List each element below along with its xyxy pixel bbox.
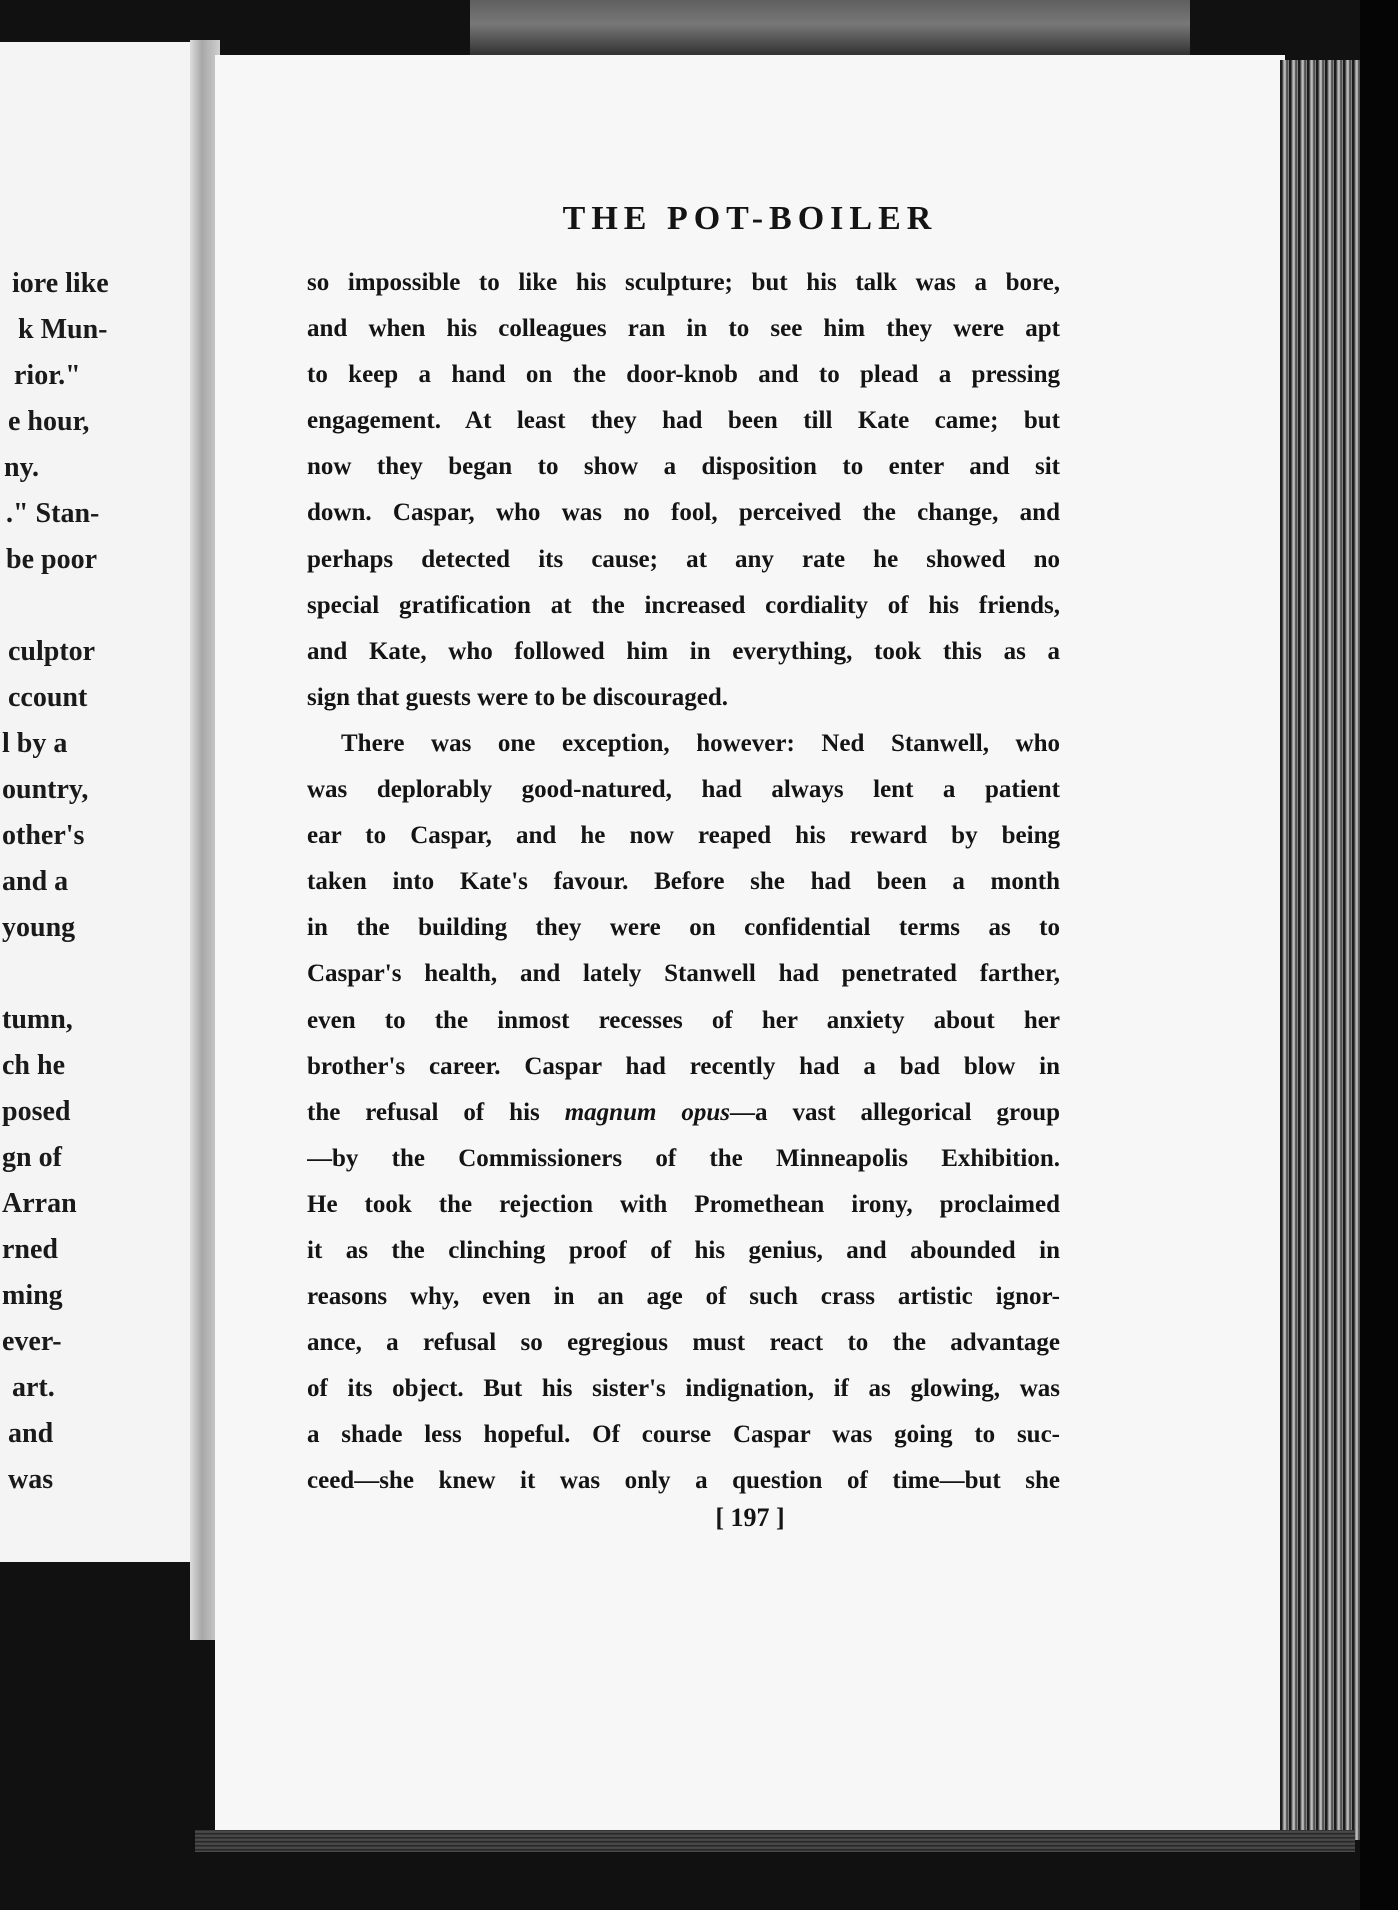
left-fragment: ountry, xyxy=(2,774,89,805)
left-fragment: posed xyxy=(2,1096,71,1127)
text-line: so impossible to like his sculpture; but his talk was a bore, xyxy=(307,269,1060,296)
running-head: THE POT-BOILER xyxy=(562,200,938,237)
text-segment: the refusal of his xyxy=(307,1098,565,1126)
text-line: ance, a refusal so egregious must react to the advantage xyxy=(307,1329,1060,1357)
text-line: even to the inmost recesses of her anxiety about her xyxy=(307,1006,1060,1034)
left-fragment: ming xyxy=(2,1280,63,1311)
text-line: was deplorably good-natured, had always lent a patient xyxy=(307,776,1060,804)
text-line: engagement. At least they had been till Kate came; but xyxy=(307,407,1060,435)
left-fragment: rned xyxy=(2,1234,58,1265)
text-line: Caspar's health, and lately Stanwell had penetrated farther, xyxy=(307,960,1060,988)
top-shadow xyxy=(470,0,1190,60)
text-line: reasons why, even in an age of such crass artistic ignor- xyxy=(307,1283,1060,1311)
text-line: now they began to show a disposition to enter and sit xyxy=(307,453,1060,481)
page-edges xyxy=(1280,60,1360,1840)
left-fragment: l by a xyxy=(2,728,68,759)
text-line: He took the rejection with Promethean irony, proclaimed xyxy=(307,1190,1060,1218)
text-line: of its object. But his sister's indignation, if as glowing, was xyxy=(307,1375,1060,1403)
bottom-page-edge xyxy=(195,1830,1355,1852)
left-fragment: was xyxy=(8,1464,54,1495)
body-text xyxy=(307,260,1060,1505)
left-fragment: rior." xyxy=(14,360,81,391)
left-fragment: ch he xyxy=(2,1050,65,1081)
left-fragment: art. xyxy=(12,1372,55,1403)
left-fragment: other's xyxy=(2,820,85,851)
left-fragment: k Mun- xyxy=(18,314,108,345)
text-segment: —a vast allegorical group xyxy=(730,1098,1060,1126)
text-line: There was one exception, however: Ned Stanwell, who xyxy=(341,729,1060,757)
left-fragment: and xyxy=(8,1418,54,1449)
left-fragment: gn of xyxy=(2,1142,62,1173)
text-line: sign that guests were to be discouraged. xyxy=(307,683,729,711)
left-fragment: ever- xyxy=(2,1326,62,1357)
text-line: and when his colleagues ran in to see him they were apt xyxy=(307,315,1060,343)
text-line: special gratification at the increased cordiality of his friends, xyxy=(307,591,1060,619)
italic-phrase: magnum opus xyxy=(564,1098,731,1126)
left-fragment: iore like xyxy=(12,268,109,299)
text-line: brother's career. Caspar had recently had a bad blow in xyxy=(307,1052,1060,1080)
text-line: taken into Kate's favour. Before she had been a month xyxy=(307,868,1060,896)
left-fragment: tumn, xyxy=(2,1004,73,1035)
text-line: —by the Commissioners of the Minneapolis Exhibition. xyxy=(307,1144,1060,1172)
text-line: ear to Caspar, and he now reaped his reward by being xyxy=(307,822,1060,850)
text-line: and Kate, who followed him in everything, took this as a xyxy=(307,637,1060,665)
outer-edge xyxy=(1360,0,1398,1910)
text-line: in the building they were on confidential terms as to xyxy=(307,914,1060,942)
left-fragment: be poor xyxy=(6,544,97,575)
text-line: to keep a hand on the door-knob and to plead a pressing xyxy=(307,361,1060,389)
left-fragment: e hour, xyxy=(8,406,90,437)
left-fragment: and a xyxy=(2,866,69,897)
left-fragment: Arran xyxy=(2,1188,77,1219)
left-fragment: culptor xyxy=(8,636,96,667)
text-line-with-italic xyxy=(307,1090,1060,1136)
left-fragment: ." Stan- xyxy=(6,498,100,529)
left-fragment: ny. xyxy=(4,452,40,483)
left-fragment: young xyxy=(2,912,76,943)
text-line: down. Caspar, who was no fool, perceived the change, and xyxy=(307,499,1060,527)
text-line: it as the clinching proof of his genius, and abounded in xyxy=(307,1236,1060,1264)
left-fragment: ccount xyxy=(8,682,88,713)
page-number: [ 197 ] xyxy=(715,1503,785,1532)
text-line: a shade less hopeful. Of course Caspar was going to suc- xyxy=(307,1421,1060,1449)
text-line: perhaps detected its cause; at any rate he showed no xyxy=(307,545,1060,573)
text-line: ceed—she knew it was only a question of time—but she xyxy=(307,1467,1060,1495)
